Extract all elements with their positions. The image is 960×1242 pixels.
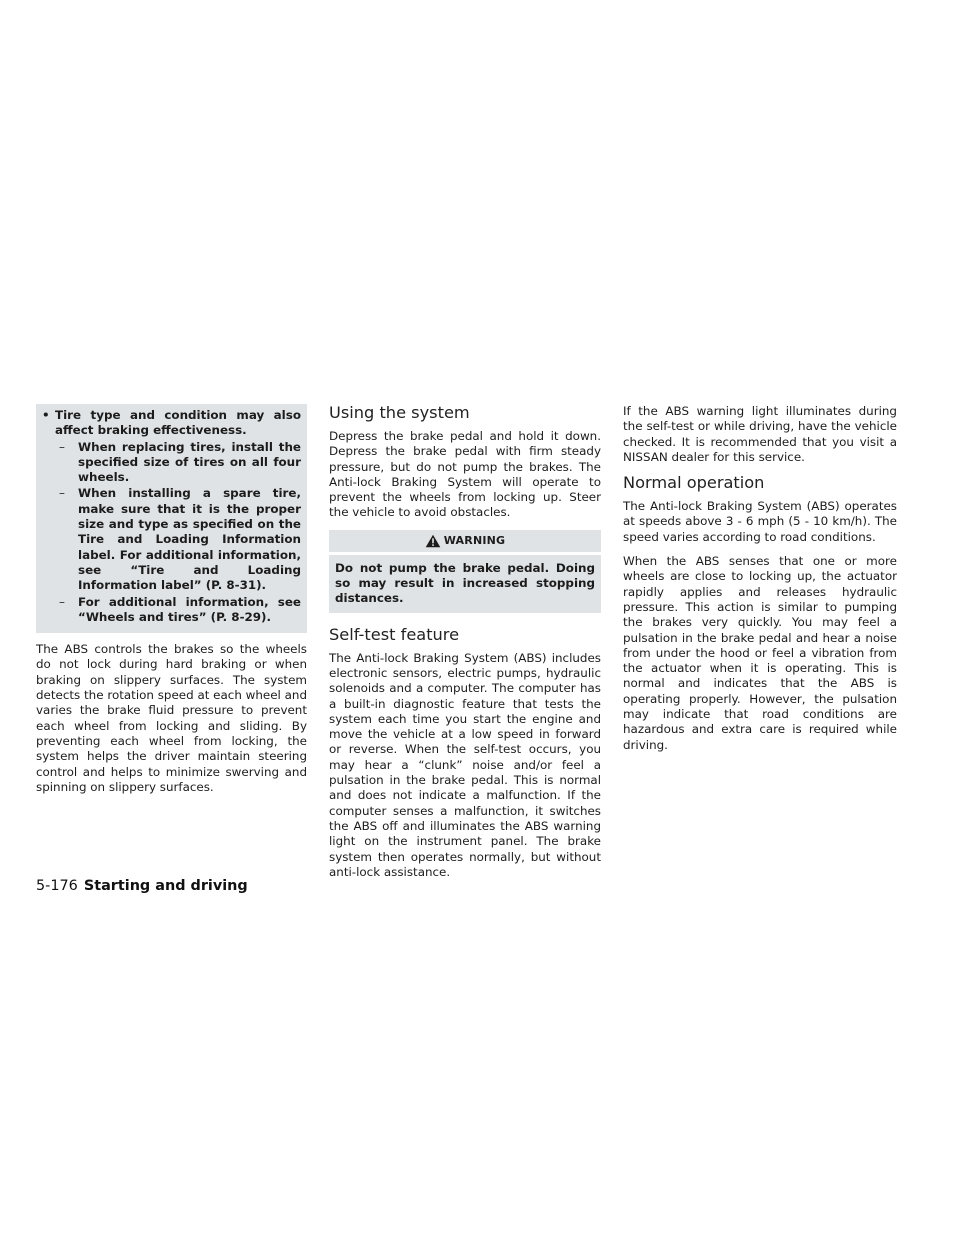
self-test-paragraph: The Anti-lock Braking System (ABS) includes electronic sensors, electric pumps, hydraulic solenoids and a computer. The computer has a built-in diagnostic feature that tests the system each time you start the engine and move the vehicle at a low speed in forward or reverse. When the self-test occurs, you may hear a “clunk” noise and/or feel a pulsation in the brake pedal. This is normal and does not indicate a malfunction. If the computer senses a malfunction, it switches the ABS off and illuminates the ABS warning light on the instrument panel. The brake system then operates normally, but without anti-lock assistance.: [329, 650, 601, 879]
warning-light-paragraph: If the ABS warning light illuminates during the self-test or while driving, have the vehicle checked. It is recommended that you visit a NISSAN dealer for this service.: [623, 404, 897, 464]
page-footer: [36, 877, 248, 895]
dash-marker: –: [59, 439, 65, 454]
dash-item-text: For additional information, see “Wheels and tires” (P. 8-29).: [78, 594, 301, 624]
dash-marker: –: [59, 594, 65, 609]
abs-description-paragraph: The ABS controls the brakes so the wheels do not lock during hard braking or when braking on slippery surfaces. The system detects the rotation speed at each wheel and varies the brake fluid pressure to prevent each wheel from locking and sliding. By preventing each wheel from locking, the system helps the driver maintain steering control and helps to minimize swerving and spinning on slippery surfaces.: [36, 642, 307, 794]
column-middle: [329, 404, 601, 889]
dash-item: [42, 486, 301, 593]
section-heading-self-test: Self-test feature: [329, 624, 460, 644]
dash-item: [42, 595, 301, 626]
warning-triangle-icon: [425, 534, 441, 548]
dash-marker: –: [59, 486, 65, 501]
tire-note-box: [36, 404, 307, 633]
dash-item-text: When replacing tires, install the specified size of tires on all four wheels.: [78, 439, 301, 485]
column-left: [36, 404, 307, 804]
normal-operation-paragraph-2: When the ABS senses that one or more wheels are close to locking up, the actuator rapidly applies and releases hydraulic pressure. This action is similar to pumping the brakes very quickly. You may feel a pulsation in the brake pedal and hear a noise from under the hood or feel a vibration from the actuator when it is operating. This is normal and indicates that the ABS is operating properly. However, the pulsation may indicate that road conditions are hazardous and extra care is required while driving.: [623, 554, 897, 752]
dash-item: [42, 440, 301, 486]
bullet-dot: •: [42, 408, 50, 422]
warning-header: [329, 530, 601, 552]
warning-body: Do not pump the brake pedal. Doing so may result in increased stopping distances.: [329, 555, 601, 613]
using-system-paragraph: Depress the brake pedal and hold it down. Depress the brake pedal with firm steady pressure, but do not pump the brakes. The Anti-lock Braking System will operate to prevent the wheels from locking up. Steer the vehicle to avoid obstacles.: [329, 429, 601, 520]
warning-label: WARNING: [443, 534, 506, 548]
section-title: Starting and driving: [83, 878, 248, 894]
column-right: [623, 404, 897, 762]
normal-operation-paragraph-1: The Anti-lock Braking System (ABS) operates at speeds above 3 - 6 mph (5 - 10 km/h). The speed varies according to road conditions.: [623, 499, 897, 544]
note-bullet-text: Tire type and condition may also affect braking effectiveness.: [55, 408, 301, 438]
note-bullet: [42, 408, 301, 439]
section-heading-using-the-system: Using the system: [329, 403, 470, 422]
dash-item-text: When installing a spare tire, make sure that it is the proper size and type as specified on the Tire and Loading Information label. For additional information, see “Tire and Loading Information label” (P. 8-31).: [78, 486, 301, 593]
section-heading-normal-operation: Normal operation: [623, 473, 765, 493]
page-number: 5-176: [36, 878, 78, 894]
